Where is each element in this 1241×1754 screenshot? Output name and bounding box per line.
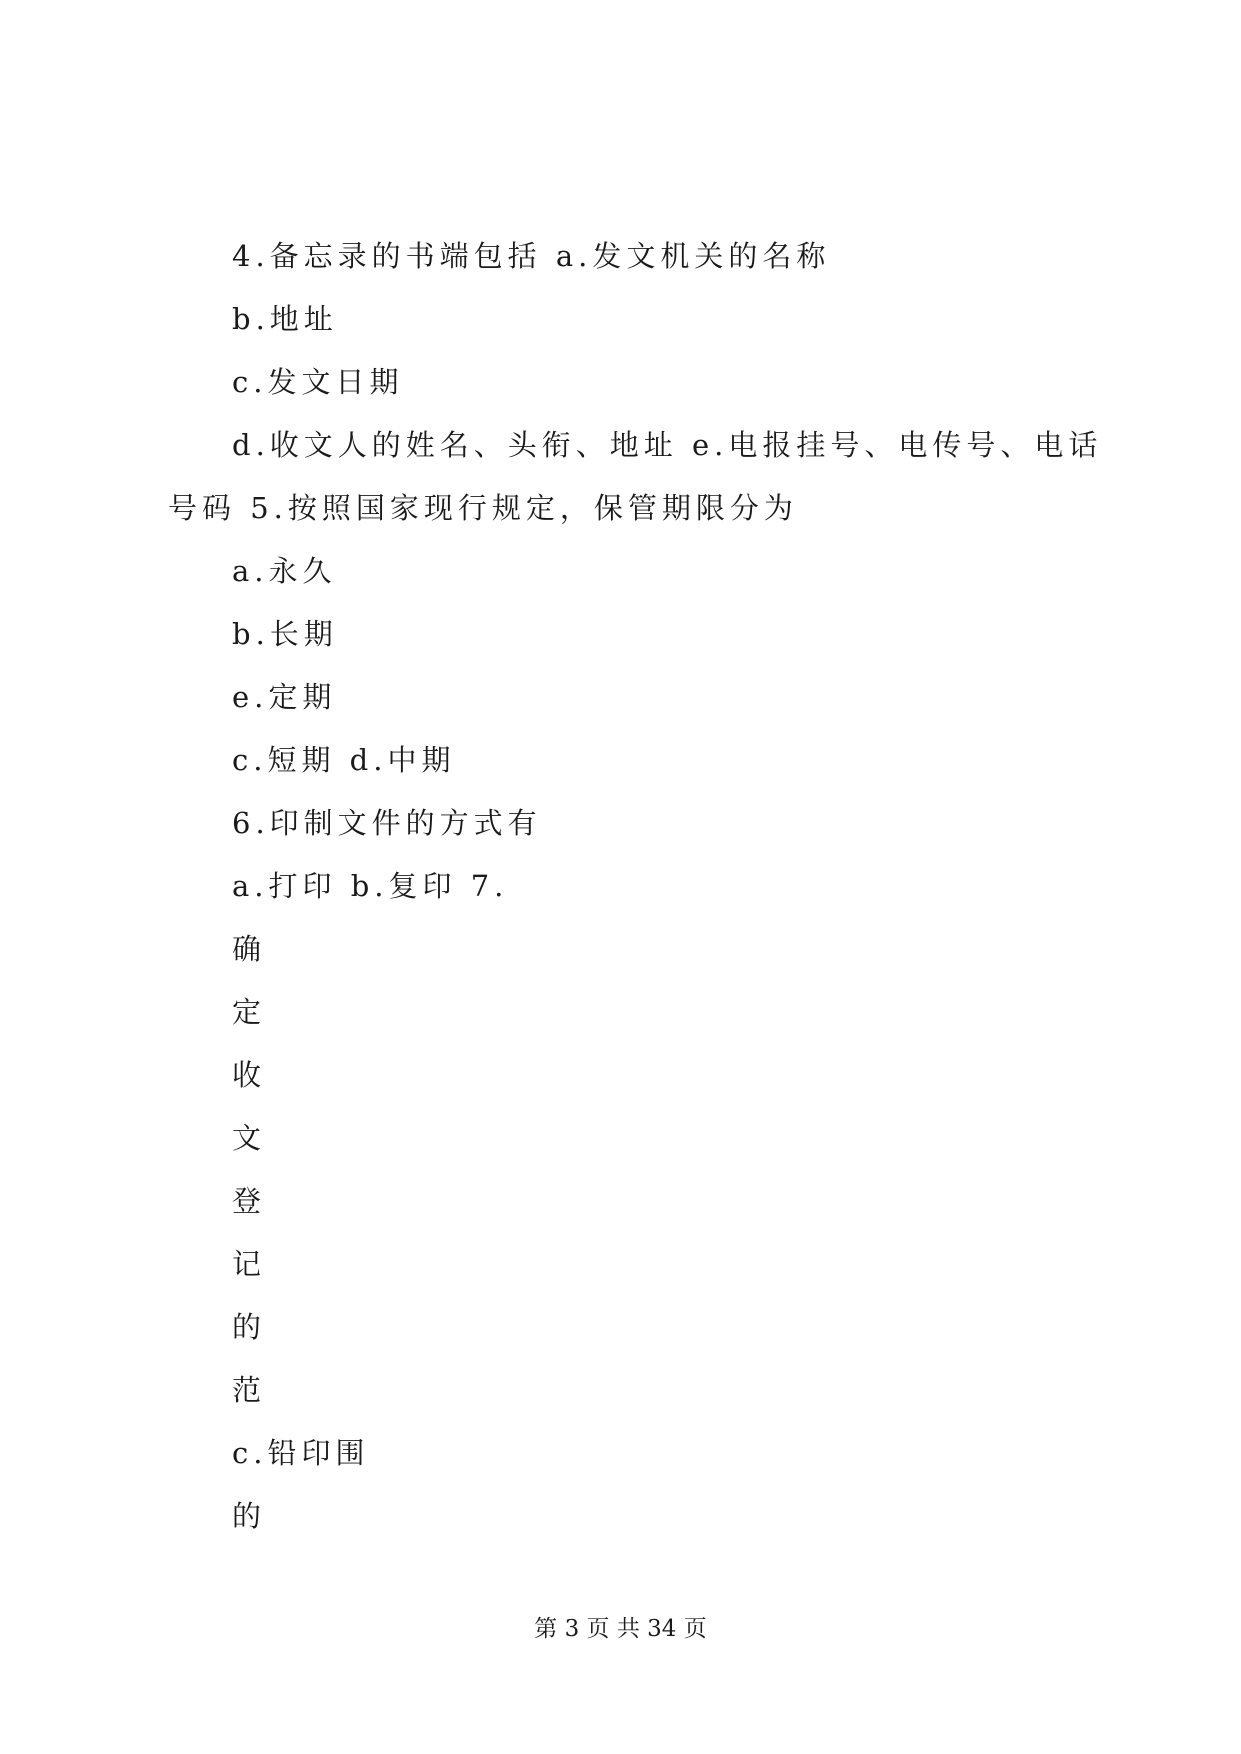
page-number: 第 3 页 共 34 页 — [534, 1616, 707, 1642]
text-line: 定 — [232, 995, 267, 1029]
text-line: 记 — [232, 1247, 267, 1281]
text-line: c.短期 d.中期 — [232, 743, 456, 777]
text-line: 号码 5.按照国家现行规定，保管期限分为 — [168, 491, 798, 525]
text-line: b.长期 — [232, 617, 338, 651]
text-line: c.铅印围 — [232, 1436, 370, 1470]
text-line: e.定期 — [232, 680, 337, 714]
text-line: 文 — [232, 1121, 267, 1155]
text-line: 收 — [232, 1058, 267, 1092]
text-line: b.地址 — [232, 302, 338, 336]
text-line: 范 — [232, 1373, 267, 1407]
text-line: a.永久 — [232, 554, 337, 588]
page-footer — [0, 1614, 1241, 1644]
text-line: 的 — [232, 1310, 267, 1344]
text-line: a.打印 b.复印 7. — [232, 869, 509, 903]
text-line: d.收文人的姓名、头衔、地址 e.电报挂号、电传号、电话 — [232, 428, 1103, 462]
text-line: c.发文日期 — [232, 365, 404, 399]
text-line: 4.备忘录的书端包括 a.发文机关的名称 — [232, 239, 831, 273]
text-line: 6.印制文件的方式有 — [232, 806, 542, 840]
text-line: 的 — [232, 1499, 267, 1533]
text-line: 确 — [232, 932, 267, 966]
text-line: 登 — [232, 1184, 267, 1218]
